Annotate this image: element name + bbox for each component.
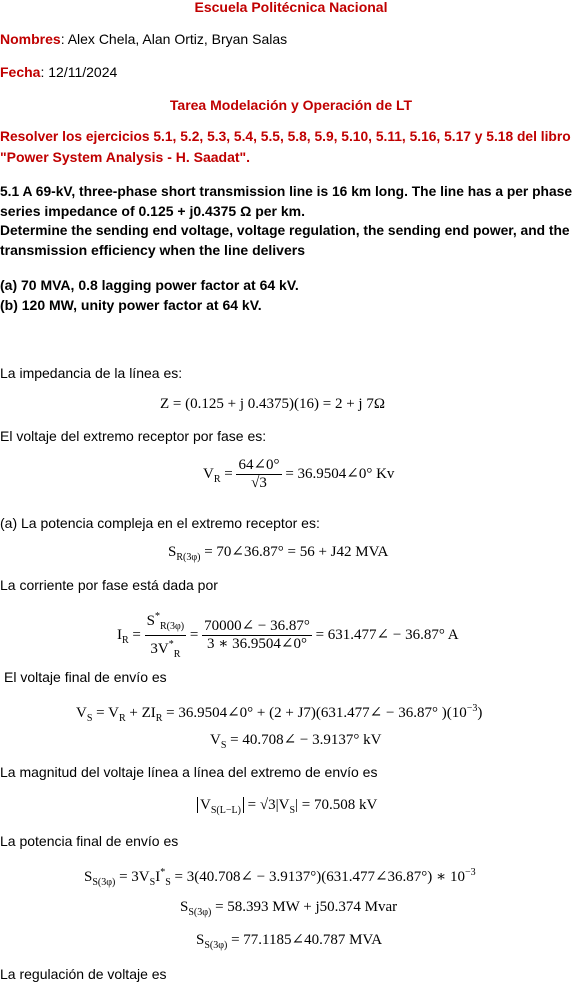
vs-equation-rhs: = 36.9504∠0° + (2 + J7)(631.477∠ − 36.87° )(10 — [166, 705, 467, 721]
ir-numerator: 70000∠ − 36.87° — [204, 618, 310, 634]
ir-result: = 631.477∠ − 36.87° A — [315, 626, 459, 643]
date-line — [0, 63, 117, 81]
complex-power-intro: (a) La potencia compleja en el extremo receptor es: — [0, 515, 320, 531]
impedance-equation: Z = (0.125 + j 0.4375)(16) = 2 + j 7Ω — [160, 396, 385, 412]
current-intro: La corriente por fase está dada por — [0, 577, 218, 593]
names-value: : Alex Chela, Alan Ortiz, Bryan Salas — [60, 31, 288, 47]
vs-equation: $V_S = V_R + ZI_R$ = 36.9504∠0° + (2 + J7)(631.477∠ − 36.87° )$(10^{-3})$ — [76, 703, 483, 724]
date-value: : 12/11/2024 — [40, 64, 118, 80]
assignment-title: Tarea Modelación y Operación de LT — [169, 97, 413, 113]
sr-result: = 70∠36.87° = 56 + J42 MVA — [204, 544, 389, 560]
impedance-intro: La impedancia de la línea es: — [0, 365, 183, 381]
problem-line-1: 5.1 A 69-kV, three-phase short transmission line is 16 km long. The line has a per phase — [0, 184, 573, 199]
ss-exponent: −3 — [465, 867, 476, 878]
sr-equation: $S_{R(3\varphi)}$ = 70∠36.87° = 56 + J42 MVA — [168, 544, 389, 563]
names-label: Nombres — [0, 31, 61, 47]
names-line — [0, 30, 287, 48]
vr-fraction — [236, 457, 281, 492]
regulation-intro: La regulación de voltaje es — [0, 966, 167, 982]
ss-equation-rhs: = 3(40.708∠ − 3.9137°)(631.477∠36.87°) ∗ 10 — [174, 869, 465, 885]
vr-numerator: 64∠0° — [238, 457, 280, 474]
instructions-line-2: "Power System Analysis - H. Saadat". — [0, 149, 251, 165]
problem-part-b: (b) 120 MW, unity power factor at 64 kV. — [0, 297, 262, 313]
vll-equation: $V_{S(L-L)} = √3|V_S| = 70.508$ kV — [197, 796, 377, 820]
problem-line-3: Determine the sending end voltage, voltage regulation, the sending end power, and the — [0, 223, 570, 238]
problem-part-a: (a) 70 MVA, 0.8 lagging power factor at 64 kV. — [0, 277, 299, 293]
vs-result: = 40.708∠ − 3.9137° kV — [230, 732, 382, 748]
vs-result-line: $V_S$ = 40.708∠ − 3.9137° kV — [210, 732, 382, 751]
ir-fraction-2 — [202, 618, 312, 653]
sending-power-intro: La potencia final de envío es — [0, 833, 179, 849]
ss-result-line-2: $S_{S(3\varphi)}$ = 77.1185∠40.787 MVA — [196, 932, 383, 951]
problem-line-2: series impedance of 0.125 + j0.4375 Ω per km. — [0, 203, 306, 219]
receiving-voltage-intro: El voltaje del extremo receptor por fase es: — [0, 428, 267, 444]
ir-denominator: 3 ∗ 36.9504∠0° — [206, 636, 307, 652]
institution-title: Escuela Politécnica Nacional — [194, 0, 388, 15]
vr-denominator: √3 — [251, 475, 267, 492]
vs-exponent: −3 — [466, 703, 478, 714]
ss-result-1: = 58.393 MW + j50.374 Mvar — [215, 899, 398, 915]
sending-voltage-intro: El voltaje final de envío es — [4, 669, 167, 685]
instructions-line-1: Resolver los ejercicios 5.1, 5.2, 5.3, 5.4, 5.5, 5.8, 5.9, 5.10, 5.11, 5.16, 5.17 y 5.18 del libro — [0, 129, 571, 144]
ss-result-2: = 77.1185∠40.787 MVA — [231, 932, 383, 948]
line-voltage-intro: La magnitud del voltaje línea a línea del extremo de envío es — [0, 764, 378, 780]
vr-equation: $V_R$ = $\frac{64\angle 0^\circ}{√3}$ = 36.9504∠0° Kv — [203, 457, 395, 492]
vr-result: = 36.9504∠0° Kv — [285, 466, 395, 482]
vll-result: | = 70.508 kV — [295, 797, 378, 813]
ss-result-line-1: $S_{S(3\varphi)} = 58.393$ MW + j50.374 Mvar — [180, 899, 398, 918]
date-label: Fecha — [0, 64, 41, 80]
ir-fraction-1: $\frac{S^*_{R(3\varphi)}}{3V^*_R}$ — [145, 608, 186, 663]
ss-equation: $S_{S(3\varphi)} = 3V_SI^*_S$ = 3(40.708∠ − 3.9137°)(631.477∠36.87°) ∗ $10^{-3}$ — [84, 867, 476, 888]
ir-equation: $I_R$ = $\frac{S^*_{R(3\varphi)}}{3V^*_R}$ = $\frac{70000\angle - 36.87^\circ}{3 ∗ 36.9504\angle 0^\circ}$ = 631.477∠ − 36.87° A — [117, 608, 459, 663]
problem-line-4: transmission efficiency when the line delivers — [0, 242, 305, 258]
